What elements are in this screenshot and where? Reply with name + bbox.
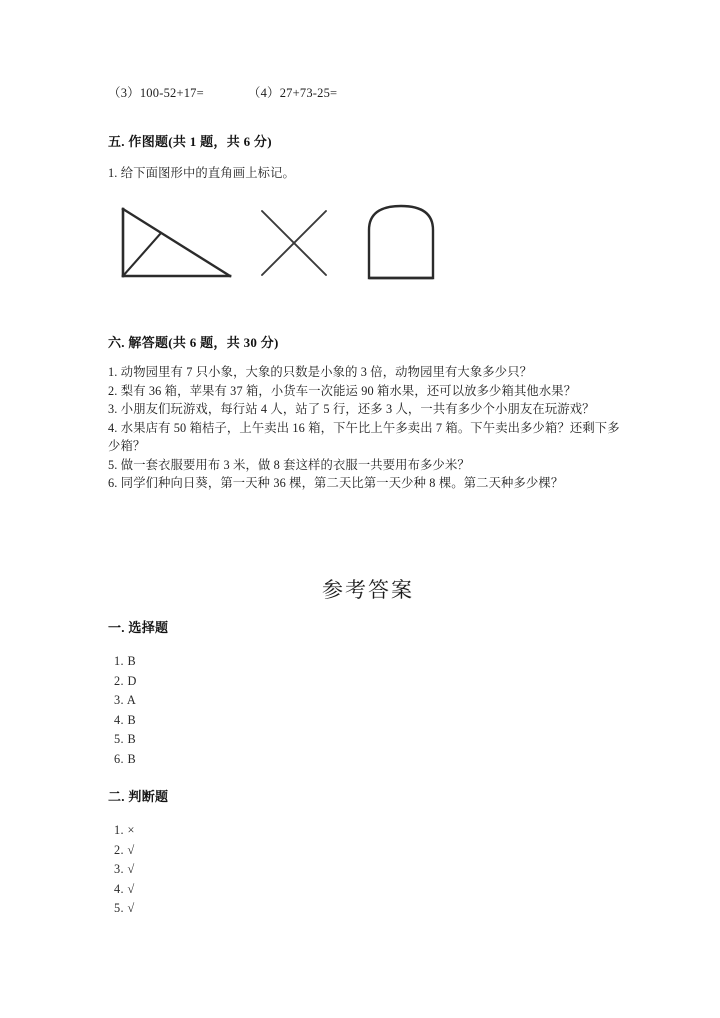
section-six-question-list	[108, 363, 620, 493]
answer-key-title: 参考答案	[322, 578, 414, 602]
right-triangle-with-altitude-figure	[116, 204, 238, 284]
answer-section-two-list	[114, 821, 135, 919]
list-item: 4. B	[114, 712, 137, 727]
list-item: 2. √	[114, 842, 135, 857]
section-five-question-1: 1. 给下面图形中的直角画上标记。	[108, 166, 296, 180]
list-item: 4. √	[114, 881, 135, 896]
list-item: 1. ×	[114, 823, 135, 837]
list-item: 6. B	[114, 751, 137, 766]
section-six-question-2: 2. 梨有 36 箱，苹果有 37 箱，小货车一次能运 90 箱水果，还可以放多少箱其他水果？	[108, 383, 577, 398]
list-item: 5. √	[114, 901, 135, 916]
list-item: 5. B	[114, 732, 137, 747]
section-six-question-5: 5. 做一套衣服要用布 3 米，做 8 套这样的衣服一共要用布多少米？	[108, 457, 470, 472]
calc-item-4-label: （4）	[247, 86, 280, 100]
arch-shape-figure	[363, 200, 443, 284]
calc-item-4-expression: 27+73-25=	[279, 86, 338, 100]
list-item: 1. B	[114, 654, 137, 668]
crossed-lines-figure	[256, 206, 332, 280]
answer-section-one-heading: 一. 选择题	[108, 620, 169, 635]
calc-item-3-label: （3）	[108, 86, 140, 100]
calc-item-3-expression: 100-52+17=	[139, 86, 204, 100]
section-six-question-1: 1. 动物园里有 7 只小象，大象的只数是小象的 3 倍，动物园里有大象多少只？	[108, 365, 533, 379]
section-six-question-3: 3. 小朋友们玩游戏，每行站 4 人，站了 5 行，还多 3 人，一共有多少个小朋友在玩游戏？	[108, 402, 595, 416]
calc-exercise-row	[108, 83, 628, 101]
list-item: 3. √	[114, 862, 135, 877]
list-item: 3. A	[114, 693, 137, 708]
figure-group	[116, 198, 616, 298]
section-five-heading: 五. 作图题(共 1 题，共 6 分)	[108, 134, 272, 149]
list-item: 2. D	[114, 673, 137, 688]
section-six-question-4: 4. 水果店有 50 箱桔子，上午卖出 16 箱，下午比上午多卖出 7 箱。下午卖出多少箱？还剩下多少箱？	[108, 420, 620, 453]
answer-section-two-heading: 二. 判断题	[108, 789, 169, 804]
section-six-question-6: 6. 同学们种向日葵，第一天种 36 棵，第二天比第一天少种 8 棵。第二天种多少棵？	[108, 476, 564, 490]
section-six-heading: 六. 解答题(共 6 题，共 30 分)	[108, 335, 279, 350]
answer-section-one-list	[114, 652, 137, 770]
